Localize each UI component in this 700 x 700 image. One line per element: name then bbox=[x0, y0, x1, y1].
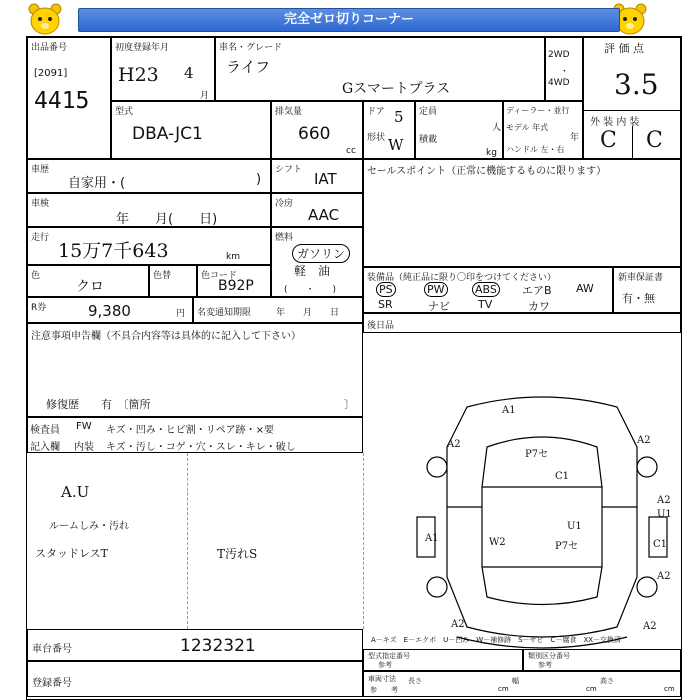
mark-a2-r: A2 bbox=[657, 495, 671, 506]
int-grade: C bbox=[646, 128, 663, 153]
fuel-label: 燃料 bbox=[275, 233, 294, 243]
lot-number: 4415 bbox=[34, 88, 90, 114]
mileage-value: 15万7千643 bbox=[58, 240, 169, 262]
car-grade: Gスマートプラス bbox=[342, 81, 451, 97]
int-items: キズ・汚し・コゲ・穴・スレ・キレ・破し bbox=[106, 442, 296, 453]
color-code-value: B92P bbox=[218, 278, 254, 294]
dims-sub: 参 考 bbox=[370, 686, 398, 694]
lot-code: [2091] bbox=[34, 68, 68, 79]
handwritten-room-stain: ルームしみ・汚れ bbox=[49, 521, 129, 532]
car-damage-diagram bbox=[407, 367, 677, 657]
type-spec-box bbox=[363, 649, 523, 671]
bear-mascot-icon bbox=[26, 2, 64, 36]
mark-a2-bot: A2 bbox=[643, 621, 657, 632]
entry-label: 記入欄 bbox=[30, 442, 60, 453]
equip-abs: ABS bbox=[472, 282, 500, 297]
model-label: 型式 bbox=[115, 107, 134, 117]
fuel-box bbox=[271, 227, 363, 297]
type-spec-sub: 参考 bbox=[378, 661, 392, 669]
name-change-value: 年 月 日 bbox=[276, 308, 340, 318]
mileage-label: 走行 bbox=[31, 233, 50, 243]
load-unit: kg bbox=[486, 148, 497, 158]
recycle-box bbox=[27, 297, 193, 323]
dims-height: 高さ bbox=[600, 677, 614, 685]
color-code-label: 色コード bbox=[201, 271, 238, 281]
history-value: 自家用・( bbox=[68, 176, 126, 191]
mark-c1-top: C1 bbox=[555, 471, 570, 482]
mark-u1-r: U1 bbox=[657, 509, 672, 520]
equipment-label: 装備品（純正品に限り〇印をつけてください） bbox=[367, 273, 557, 283]
damage-legend: A－キズ E－エクボ U－凹み W－補修跡 S－サビ C－腐食 XX－交換済 bbox=[371, 636, 622, 644]
ext-grade: C bbox=[600, 128, 617, 153]
fuel-gas: ガソリン bbox=[292, 244, 350, 263]
month-unit: 月 bbox=[200, 91, 210, 101]
ac-value: AAC bbox=[308, 206, 340, 224]
drive-2wd: 2WD bbox=[548, 50, 570, 60]
mark-p7s-mid: P7セ bbox=[555, 541, 579, 552]
equip-sr: SR bbox=[378, 298, 393, 311]
displacement-box bbox=[271, 101, 363, 159]
notes-label: 注意事項申告欄（不具合内容等は具体的に記入して下さい） bbox=[31, 331, 301, 342]
dims-height-unit: cm bbox=[664, 685, 675, 693]
page-title: 完全ゼロ切りコーナー bbox=[78, 8, 620, 32]
mark-a1-l: A1 bbox=[425, 533, 439, 544]
equip-aw: AW bbox=[576, 282, 594, 295]
first-reg-box bbox=[111, 37, 215, 101]
capacity-box bbox=[415, 101, 503, 159]
dims-width: 幅 bbox=[512, 677, 519, 685]
color-value: クロ bbox=[76, 279, 104, 295]
doors-value: 5 bbox=[394, 108, 404, 126]
dims-length-unit: cm bbox=[498, 685, 509, 693]
color-change-box bbox=[149, 265, 197, 297]
equip-ps: PS bbox=[376, 282, 396, 297]
handwritten-area bbox=[27, 453, 364, 629]
category-sub: 参考 bbox=[538, 661, 552, 669]
sales-points-box bbox=[363, 159, 681, 267]
displacement-label: 排気量 bbox=[275, 107, 303, 117]
history-box bbox=[27, 159, 271, 193]
equip-pw: PW bbox=[424, 282, 448, 297]
inspection-value: 年 月( 日) bbox=[116, 212, 218, 227]
equip-tv: TV bbox=[478, 298, 493, 311]
auction-sheet bbox=[26, 36, 682, 700]
mark-a2-br: A2 bbox=[657, 571, 671, 582]
type-spec-label: 型式指定番号 bbox=[368, 652, 410, 660]
mark-c1-r: C1 bbox=[653, 539, 668, 550]
fw-label: FW bbox=[76, 421, 92, 432]
name-change-box bbox=[193, 297, 363, 323]
car-label: 車名・グレード bbox=[219, 43, 283, 53]
inspector-label: 検査員 bbox=[30, 425, 60, 436]
mark-a1-top: A1 bbox=[502, 405, 516, 416]
int-label: 内装 bbox=[74, 442, 94, 453]
rear-items-box bbox=[363, 313, 681, 333]
history-close: ) bbox=[256, 172, 262, 187]
drive-dot: ・ bbox=[560, 67, 570, 77]
grade-label: 評 価 点 bbox=[604, 42, 644, 55]
displacement-value: 660 bbox=[298, 124, 331, 144]
chassis-value: 1232321 bbox=[180, 636, 256, 656]
grade-score: 3.5 bbox=[614, 68, 659, 101]
doors-box bbox=[363, 101, 415, 159]
dealer-box bbox=[503, 101, 583, 159]
notes-box bbox=[27, 323, 363, 417]
mark-u1-mid: U1 bbox=[567, 521, 582, 532]
category-label: 類別区分番号 bbox=[528, 652, 570, 660]
capacity-label: 定員 bbox=[419, 107, 438, 117]
car-name: ライフ bbox=[226, 58, 271, 76]
model-box bbox=[111, 101, 271, 159]
warranty-box bbox=[613, 267, 681, 313]
lot-box bbox=[27, 37, 111, 159]
color-change-label: 色替 bbox=[153, 271, 172, 281]
handwritten-au: A.U bbox=[61, 483, 90, 501]
inspector-box bbox=[27, 417, 363, 453]
model-year-label: モデル 年式 bbox=[506, 123, 549, 132]
shape-value: W bbox=[388, 136, 404, 154]
repair-history: 修復歴 有 〔箇所 bbox=[46, 398, 151, 411]
chassis-label: 車台番号 bbox=[32, 644, 72, 655]
dims-box bbox=[363, 671, 681, 697]
color-code-box bbox=[197, 265, 271, 297]
fw-items: キズ・凹み・ヒビ割・リペア跡・×要 bbox=[106, 425, 274, 436]
car-name-box bbox=[215, 37, 545, 101]
repair-close: 〕 bbox=[344, 398, 355, 411]
fuel-diesel: 軽 油 bbox=[294, 264, 331, 278]
dims-length: 長さ bbox=[408, 677, 422, 685]
dims-label: 車両寸法 bbox=[368, 675, 396, 683]
doors-label: ドア bbox=[367, 107, 385, 117]
color-box bbox=[27, 265, 149, 297]
year-unit: 年 bbox=[570, 133, 580, 143]
mark-a2-tl: A2 bbox=[447, 439, 461, 450]
category-box bbox=[523, 649, 681, 671]
yen-unit: 円 bbox=[176, 309, 186, 319]
equip-navi: ナビ bbox=[428, 300, 450, 313]
equip-leather: カワ bbox=[528, 300, 550, 313]
history-label: 車歴 bbox=[31, 165, 50, 175]
first-reg-year: H23 bbox=[118, 64, 159, 86]
equip-airbag: エアB bbox=[522, 284, 552, 297]
handwritten-tire: T汚れS bbox=[217, 547, 258, 561]
dims-width-unit: cm bbox=[586, 685, 597, 693]
shape-label: 形状 bbox=[367, 133, 386, 143]
inspection-box bbox=[27, 193, 271, 227]
recycle-value: 9,380 bbox=[88, 302, 131, 320]
equipment-box bbox=[363, 267, 613, 313]
handle-label: ハンドル 左・右 bbox=[506, 145, 565, 154]
model-value: DBA-JC1 bbox=[132, 124, 203, 144]
mark-p7s-top: P7セ bbox=[525, 449, 549, 460]
handwritten-studless: スタッドレスT bbox=[35, 547, 109, 560]
recycle-label: R券 bbox=[31, 303, 47, 313]
drive-4wd: 4WD bbox=[548, 78, 570, 88]
fuel-paren: ( ・ ) bbox=[284, 285, 337, 295]
lot-label: 出品番号 bbox=[31, 43, 68, 53]
rear-items-label: 後日品 bbox=[367, 321, 395, 331]
ac-box bbox=[271, 193, 363, 227]
drive-box bbox=[545, 37, 583, 101]
mark-w2: W2 bbox=[489, 537, 506, 548]
color-label: 色 bbox=[31, 271, 41, 281]
chassis-box bbox=[27, 629, 363, 661]
first-reg-label: 初度登録年月 bbox=[115, 43, 170, 53]
sales-points-label: セールスポイント（正常に機能するものに限ります） bbox=[367, 166, 607, 177]
registration-label: 登録番号 bbox=[32, 678, 72, 689]
ac-label: 冷房 bbox=[275, 199, 294, 209]
shift-label: シフト bbox=[275, 165, 303, 175]
first-reg-month: 4 bbox=[184, 64, 194, 82]
load-label: 積載 bbox=[419, 135, 438, 145]
mark-a2-bl: A2 bbox=[451, 619, 465, 630]
mark-a2-tr: A2 bbox=[637, 435, 651, 446]
shift-box bbox=[271, 159, 363, 193]
name-change-label: 名変通知期限 bbox=[197, 308, 252, 318]
ext-int-label: 外 装 内 装 bbox=[590, 117, 640, 128]
shift-value: IAT bbox=[314, 170, 337, 188]
capacity-unit: 人 bbox=[492, 123, 502, 133]
mileage-box bbox=[27, 227, 271, 265]
dealer-label: ディーラー・並行 bbox=[506, 106, 570, 115]
registration-box bbox=[27, 661, 363, 697]
warranty-label: 新車保証書 bbox=[618, 273, 664, 283]
warranty-value: 有・無 bbox=[622, 292, 655, 305]
grade-box bbox=[583, 37, 681, 159]
inspection-label: 車検 bbox=[31, 199, 50, 209]
cc-unit: cc bbox=[346, 146, 356, 156]
km-unit: km bbox=[226, 252, 240, 262]
